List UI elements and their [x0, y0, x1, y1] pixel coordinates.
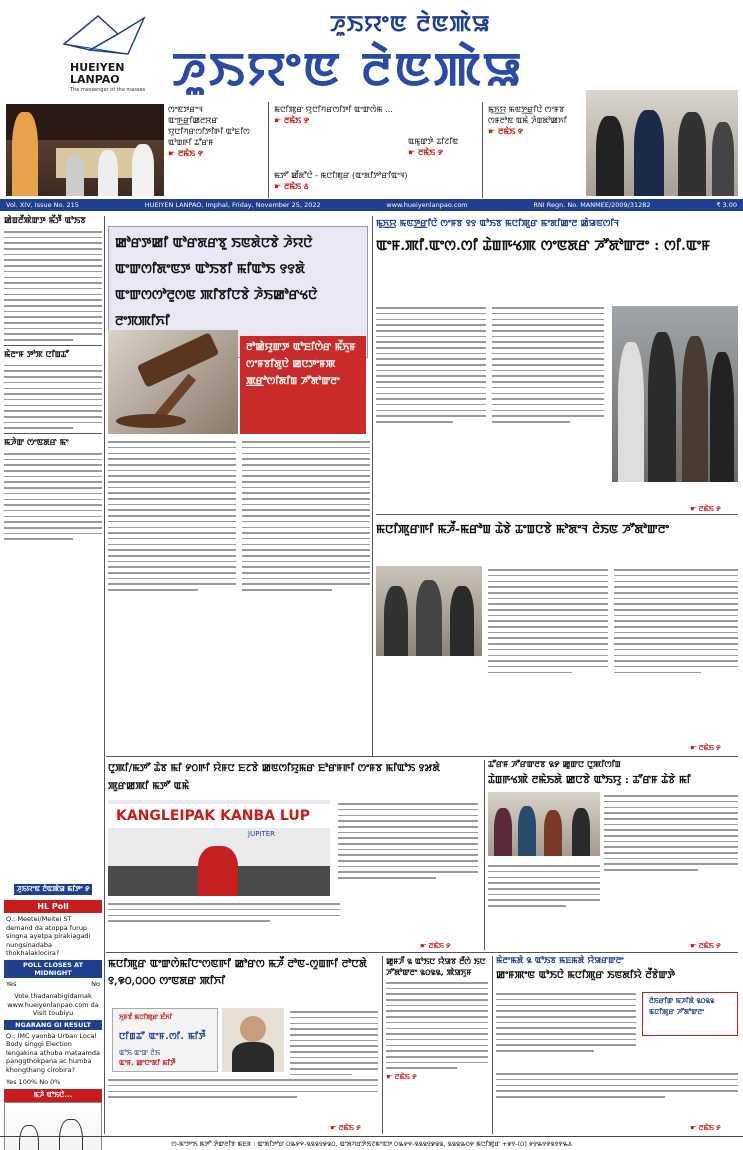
bottom-mid-continued[interactable]: ☛ ꯂꯃꯥꯏ ꯸: [386, 1073, 417, 1081]
teaser-left-text: ꯁꯦꯟꯇꯔꯦꯜ ꯑꯦꯒ꯭ꯔꯤꯀꯂꯆꯔ ꯌꯨꯅꯤꯚꯔꯁꯤꯇꯤꯒꯤ ꯑꯣꯐꯤꯁ ꯑꯣꯡꯒꯤ ꯊꯧꯔꯝ: [168, 105, 250, 147]
band-right-story[interactable]: [488, 760, 738, 787]
lead-story-subheadline: ꯂꯣꯀꯥꯌꯨꯛꯇ ꯑꯣꯐꯤꯁꯥꯔ ꯃꯩꯈꯨꯝ ꯁꯦꯝꯕꯤꯗꯨꯅꯥ ꯀꯅꯇꯦꯝꯄ ꯄ꯭ꯔꯣꯁꯤꯗꯤꯡ ꯍꯧꯗꯣꯛꯂꯦ: [240, 336, 366, 434]
bottom-left-continued[interactable]: ☛ ꯂꯃꯥꯏ ꯸: [330, 1124, 361, 1132]
hl-poll-result-values: Yes 100% No 0%: [6, 1078, 61, 1086]
bottom-left-body-2: [108, 1076, 378, 1102]
press-banner-text2: JUPITER: [248, 830, 276, 838]
issue-info-bar: [0, 199, 743, 211]
photo-mid-right-group: [376, 566, 482, 656]
band-right-headline: ꯊꯥꯡꯒꯠꯄꯥ ꯂꯃꯥꯏꯗꯥ ꯀꯅꯕꯥ ꯑꯣꯏꯌꯨ : ꯊꯧꯔꯝ ꯊꯥꯕꯥ ꯃꯤ: [488, 774, 691, 786]
band-right-body: [604, 792, 738, 875]
teaser-mid3-page: ꯂꯃꯥꯏ ꯴: [283, 182, 309, 191]
left-article-1-headline[interactable]: ꯀꯥꯡꯂꯩꯄꯥꯛꯇ ꯃꯩꯇꯩ ꯑꯣꯏꯕ: [4, 216, 86, 226]
bottom-mid-headline: ꯀꯨꯝꯍꯩ ꯲ ꯑꯣꯏꯅ ꯌꯥꯎꯕ ꯂꯩꯁꯥ ꯏꯅ ꯍꯧꯗꯣꯛꯂꯦ ꯲꯰꯲꯲, ꯄꯥꯎꯈꯨꯝ: [386, 957, 486, 977]
announcement-line1: ꯑꯣꯏ ꯑꯦꯛ ꯂꯥꯏ: [119, 1049, 160, 1057]
mid-right-headline: ꯃꯅꯤꯄꯨꯔꯒꯤ ꯃꯍꯩ-ꯃꯔꯣꯡ ꯊꯥꯕꯥ ꯊꯦꯡꯅꯕꯥ ꯃꯣꯗꯦꯜ ꯂꯥꯏꯟ ꯍꯧꯗꯣꯛꯂꯦ: [376, 522, 670, 536]
photo-women-group: [488, 792, 600, 856]
left-column: [4, 216, 102, 896]
teaser-right-page: ꯂꯃꯥꯏ ꯵: [497, 127, 523, 136]
photo-right-lamp-lighting: [586, 90, 738, 196]
band-body-2: [108, 900, 340, 926]
mid-right-continued[interactable]: ☛ ꯂꯃꯥꯏ ꯸: [690, 744, 721, 752]
bottom-left-body: [290, 1008, 378, 1079]
hl-poll-options: [4, 978, 102, 991]
hl-poll: [4, 900, 102, 1150]
left-column-continued[interactable]: ꯍꯨꯏꯌꯦꯟ ꯂꯥꯟꯄꯥꯎ ꯃꯤꯇꯦ ꯸: [14, 884, 92, 895]
hl-poll-result-question: Q.: IMC yaonba Urban Local Body singgi Election lengakina athuba mataamda panggthokpana ac humba khongthang cirobira?: [6, 1031, 100, 1074]
bottom-mid-story[interactable]: [386, 956, 488, 1082]
mid-right-body: [488, 566, 738, 677]
band-right-body-2: [488, 862, 600, 911]
teaser-mid2-page: ꯂꯃꯥꯏ ꯸: [417, 148, 443, 157]
band-headline: ꯅꯨꯄꯤ/ꯃꯇꯧ ꯊꯥꯕ ꯃꯤ ꯸꯰ꯒꯤ ꯌꯥꯝꯅ ꯐꯖꯕꯥ ꯀꯟꯁꯤꯌꯨꯃꯔ ꯐꯣꯔꯝꯒꯤ ꯁꯦꯝꯕ ꯃꯤꯑꯣꯏ ꯱꯷ꯗꯥ ꯄꯨꯔꯀꯄꯤ ꯃꯇꯧ ꯑꯃꯥ: [108, 763, 440, 792]
band-right-continued[interactable]: ☛ ꯂꯃꯥꯏ ꯸: [690, 942, 721, 950]
band-body: [338, 800, 478, 883]
teaser-mid3-text: ꯃꯇꯧ ꯀꯩꯗꯧꯅꯥ - ꯃꯅꯤꯄꯨꯔ (ꯑꯦꯗꯤꯇꯣꯔꯤꯑꯦꯜ): [274, 171, 408, 180]
lead-story-body: [108, 438, 370, 698]
teaser-right-text: ꯃꯨꯈ꯭ꯌ ꯃꯟꯇ꯭ꯔꯤꯅꯥ ꯁꯦꯝꯕ ꯁꯝꯂꯣꯟ ꯑꯃꯥ ꯍꯥꯡꯗꯣꯀꯈꯤ: [488, 105, 567, 125]
top-right-continued[interactable]: ☛ ꯂꯃꯥꯏ ꯸: [690, 505, 721, 513]
teaser-mid1-text: ꯃꯅꯤꯄꯨꯔ ꯌꯨꯅꯤꯚꯔꯁꯤꯇꯤ ꯑꯦꯛꯁꯥꯃ ...: [274, 105, 393, 114]
press-banner-text: KANGLEIPAK KANBA LUP: [116, 808, 310, 824]
poll-option-yes[interactable]: Yes: [6, 979, 17, 988]
top-right-kicker: ꯃꯨꯈ꯭ꯌ ꯃꯟꯇ꯭ꯔꯤꯅꯥ ꯁꯦꯝꯕ ꯱꯱ ꯑꯣꯏꯕ ꯃꯅꯤꯄꯨꯔ ꯃꯦꯗꯤꯀꯦꯂ ꯀꯥꯎꯟꯁꯤꯜ: [376, 219, 619, 229]
issue-number: Vol. XIV, Issue No. 215: [6, 201, 79, 209]
hl-poll-result-title: NGARANG GI RESULT: [4, 1020, 102, 1030]
bottom-right-story[interactable]: [496, 956, 738, 983]
left-article-1-body: [4, 231, 102, 341]
teaser-left[interactable]: ꯁꯦꯟꯇꯔꯦꯜ ꯑꯦꯒ꯭ꯔꯤꯀꯂꯆꯔ ꯌꯨꯅꯤꯚꯔꯁꯤꯇꯤꯒꯤ ꯑꯣꯐꯤꯁ ꯑꯣꯡꯒꯤ ꯊꯧꯔꯝ ☛ ꯂꯃꯥꯏ ꯵: [168, 105, 250, 158]
lead-story-headline: ꯀꯣꯔꯇꯀꯤ ꯑꯣꯔꯗꯔꯕꯨ ꯏꯟꯗꯥꯅꯕꯥ ꯍꯥꯌꯅꯥ ꯑꯦꯛꯁꯤꯗꯦꯟꯇ ꯑꯣꯏꯕꯤ ꯃꯤꯑꯣꯏ ꯱꯱ꯗꯥ ꯑꯦꯛꯁꯁꯣꯂꯨꯁꯟ ꯄꯤꯕꯤꯅꯕꯥ ꯍꯥꯏꯀꯣꯔꯠꯅꯥ ꯂꯦꯞꯄꯤꯈꯤ: [115, 236, 318, 329]
bottom-left-headline: ꯃꯅꯤꯄꯨꯔ ꯑꯦꯛꯁꯥꯃꯤꯅꯦꯁꯟꯒꯤ ꯀꯣꯔꯁ ꯃꯍꯩ ꯂꯣꯟ-ꯁꯨꯡꯒꯤ ꯂꯣꯅꯗꯥ ꯱,꯶꯰,꯰꯰꯰ ꯁꯦꯟꯗꯔ ꯄꯤꯈꯤ: [108, 958, 367, 987]
photo-cm-felicitation: [612, 306, 738, 482]
bottom-right-body-2: [496, 1070, 738, 1102]
bottom-left-story[interactable]: [108, 956, 378, 990]
bottom-mid-body: [386, 982, 488, 1069]
teaser-left-page: ꯂꯃꯥꯏ ꯵: [177, 149, 203, 158]
rni-number: RNI Regn. No. MANMEE/2009/31282: [533, 201, 651, 209]
hl-poll-closes: POLL CLOSES AT MIDNIGHT: [4, 960, 102, 978]
teaser-right[interactable]: ꯃꯨꯈ꯭ꯌ ꯃꯟꯇ꯭ꯔꯤꯅꯥ ꯁꯦꯝꯕ ꯁꯝꯂꯣꯟ ꯑꯃꯥ ꯍꯥꯡꯗꯣꯀꯈꯤ ☛ ꯂꯃꯥꯏ ꯵: [488, 105, 567, 136]
issue-dateline: HUEIYEN LANPAO, Imphal, Friday, November 25, 2022: [144, 201, 321, 209]
band-right-kicker: ꯊꯧꯔꯝ ꯍꯧꯔꯛꯂꯕ ꯲꯸ ꯀꯨꯛꯅ ꯅꯨꯄꯤꯁꯤꯡ: [488, 760, 621, 770]
mid-right-story[interactable]: [376, 518, 738, 540]
price: ₹ 3.00: [716, 201, 737, 209]
teaser-mid1-page: ꯂꯃꯥꯏ ꯸: [283, 116, 309, 125]
hl-poll-vote-instructions[interactable]: Vote thadanabigidamak www.hueiyenlanpao.com da Visit toubiyu: [7, 992, 99, 1017]
logo-wordmark: HUEIYEN LANPAO: [70, 61, 125, 86]
bottom-right-body: [496, 990, 636, 1056]
gavel-photo: [108, 330, 238, 434]
photo-left-event: [6, 104, 164, 196]
announcement-red-text: ꯈꯨꯝꯕꯪ ꯃꯅꯤꯄꯨꯔ ꯐꯪꯈꯤ: [119, 1013, 173, 1021]
bottom-right-kicker: ꯃꯥꯂꯦꯃꯗꯥ ꯲ ꯑꯣꯏꯕ ꯃꯐꯃꯗꯥ ꯌꯥꯎꯔꯛꯂꯦ: [496, 956, 624, 966]
announcement-name: ꯅꯤꯡꯊꯧ ꯑꯦꯝ.ꯁꯤ. ꯃꯤꯇꯩ: [119, 1032, 207, 1042]
hl-poll-question: Q.: Meetei/Meitei ST demand da atoppa furup singna ayetpa pirakiagadi nungsinadaba thokhalaklocira?: [6, 915, 91, 957]
top-right-body: [376, 304, 604, 427]
logo-tagline: The messenger of the masses: [70, 87, 146, 93]
announcement-line2: ꯑꯦꯝ. ꯀꯦꯅꯦꯗꯤ ꯃꯤꯇꯩ: [119, 1059, 176, 1067]
bottom-left-announcement: [112, 1008, 218, 1072]
teaser-mid1[interactable]: ꯃꯅꯤꯄꯨꯔ ꯌꯨꯅꯤꯚꯔꯁꯤꯇꯤ ꯑꯦꯛꯁꯥꯃ ... ☛ ꯂꯃꯥꯏ ꯸: [274, 105, 393, 125]
bottom-right-sub: ꯂꯥꯏꯔꯤꯛ ꯃꯍꯤꯗꯥ ꯲꯰꯲꯲ ꯃꯅꯤꯄꯨꯔ ꯍꯧꯗꯣꯛꯂꯦ: [642, 992, 738, 1036]
hl-poll-title: HL Poll: [4, 900, 102, 913]
left-article-3-headline[interactable]: ꯃꯍꯥꯛ ꯁꯦꯟꯗꯔ ꯃꯦ: [4, 438, 69, 448]
teaser-mid3[interactable]: ꯃꯇꯧ ꯀꯩꯗꯧꯅꯥ - ꯃꯅꯤꯄꯨꯔ (ꯑꯦꯗꯤꯇꯣꯔꯤꯑꯦꯜ) ☛ ꯂꯃꯥꯏ ꯴: [274, 171, 408, 191]
masthead: [0, 0, 743, 205]
top-right-story[interactable]: [376, 218, 738, 259]
teaser-mid2-text: ꯑꯃꯨꯛꯇꯥ ꯊꯤꯖꯤꯟ: [408, 137, 459, 146]
teaser-mid2[interactable]: ꯑꯃꯨꯛꯇꯥ ꯊꯤꯖꯤꯟ ☛ ꯂꯃꯥꯏ ꯸: [408, 137, 459, 157]
bottom-right-continued[interactable]: ☛ ꯂꯃꯥꯏ ꯸: [690, 1124, 721, 1132]
bottom-right-headline: ꯀꯦꯝꯄꯦꯟ ꯑꯣꯏꯅꯥ ꯃꯅꯤꯄꯨꯔ ꯏꯟꯗꯤꯌꯥ ꯂꯩꯕꯥꯛꯇꯥ: [496, 970, 676, 981]
masthead-title-small: ꯍꯨꯏꯌꯦꯟ ꯂꯥꯟꯄꯥꯎ: [330, 12, 491, 37]
cartoon-title: ꯃꯍꯥ ꯑꯣꯏꯅꯥ...: [4, 1089, 102, 1102]
left-article-2-headline[interactable]: ꯃꯥꯂꯦꯝ ꯇꯣꯞ ꯅꯤꯡꯊꯧ: [4, 349, 69, 360]
poll-option-no[interactable]: No: [91, 979, 100, 988]
footer-contact: ꯁ-ꯃꯦꯇꯦꯏ ꯃꯇꯧ ꯇꯥꯛꯂꯤꯕ ꯃꯐꯝ : ꯑꯦꯗꯤꯇꯣꯔ ꯰꯳꯸꯵-꯲꯲꯲꯱꯹꯲꯰, ꯑꯦꯗꯚꯔꯇꯥꯏꯖꯃꯦꯟꯇ ꯰꯳꯸꯵-꯲꯲꯲꯱꯹꯲꯲, ꯲꯲꯲꯳꯰꯸ ꯃꯅꯤꯄꯨꯔ +꯹꯱-(꯰) ꯸꯱꯳꯱꯸꯲꯱꯵꯳꯴: [0, 1136, 743, 1150]
left-article-3-body: [4, 453, 102, 540]
website-link[interactable]: www.hueiyenlanpao.com: [386, 201, 468, 209]
masthead-title-main: ꯍꯨꯏꯌꯦꯟ ꯂꯥꯟꯄꯥꯎ: [172, 42, 524, 96]
photo-portrait: [222, 1008, 284, 1072]
band-story[interactable]: [108, 760, 478, 796]
top-right-headline: ꯑꯦꯝ.ꯄꯤ.ꯑꯦꯁ.ꯁꯤ ꯊꯥꯡꯒꯠꯄ ꯁꯦꯟꯗꯔ ꯍꯧꯗꯣꯛꯂꯦ : ꯁꯤ.ꯑꯦꯝ: [376, 238, 711, 254]
photo-press-conference: [108, 800, 330, 896]
left-article-2-body: [4, 365, 102, 429]
band-continued[interactable]: ☛ ꯂꯃꯥꯏ ꯸: [420, 942, 451, 950]
